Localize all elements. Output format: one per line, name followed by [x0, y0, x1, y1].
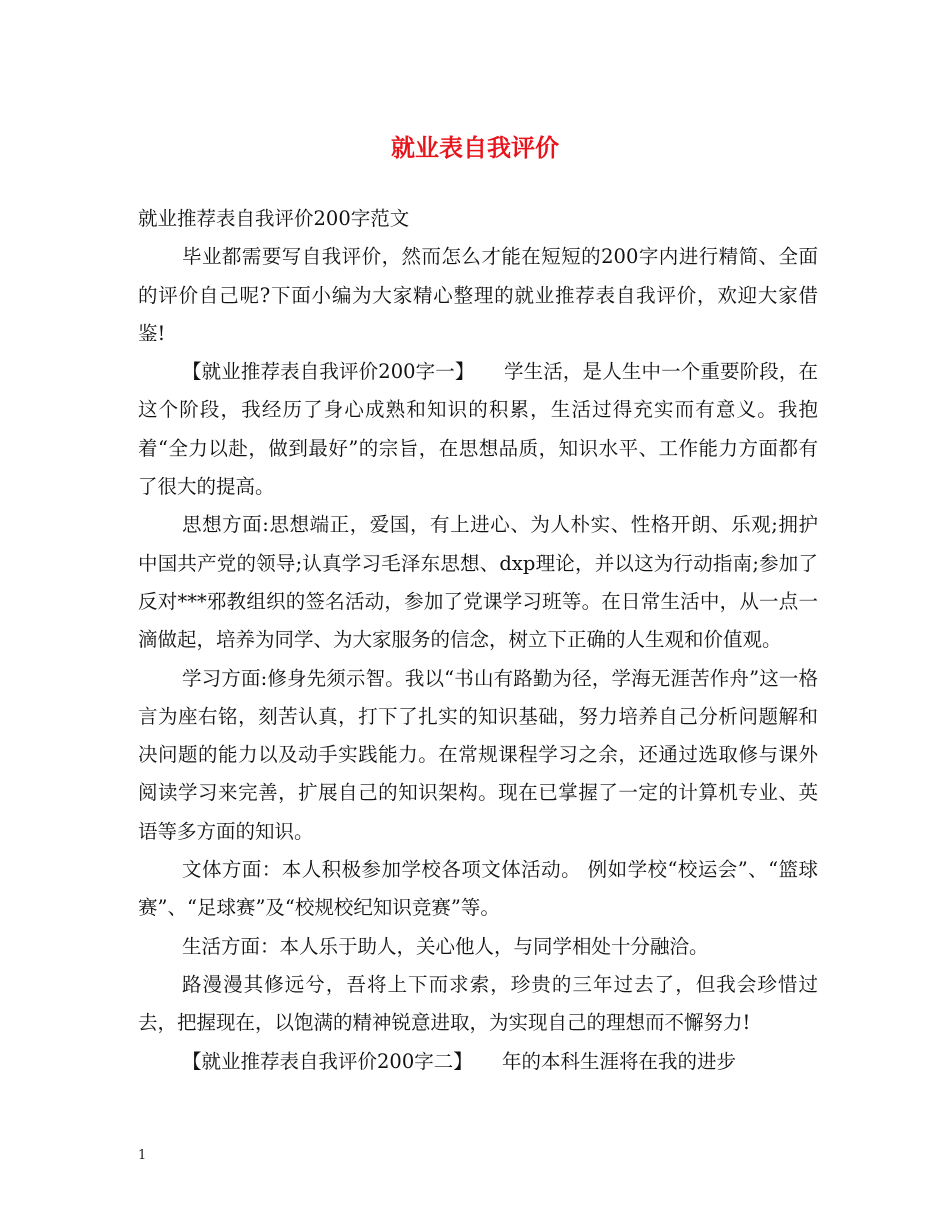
- study-paragraph: 学习方面:修身先须示智。我以“书山有路勤为径，学海无涯苦作舟”这一格言为座右铭，刻苦认真，打下了扎实的知识基础，努力培养自己分析问题解和决问题的能力以及动手实践能力。在常规课程学习之余，还通过选取修与课外阅读学习来完善，扩展自己的知识架构。现在已掌握了一定的计算机专业、英语等多方面的知识。: [138, 666, 818, 843]
- page-number: 1: [138, 1148, 147, 1163]
- essay-one-paragraph: 【就业推荐表自我评价200字一】 学生活，是人生中一个重要阶段，在这个阶段，我经历了身心成熟和知识的积累，生活过得充实而有意义。我抱着“全力以赴，做到最好”的宗旨，在思想品质，知识水平、工作能力方面都有了很大的提高。: [138, 360, 818, 499]
- essay-two-paragraph: 【就业推荐表自我评价200字二】 年的本科生涯将在我的进步: [182, 1049, 736, 1073]
- thought-paragraph: 思想方面:思想端正，爱国，有上进心、为人朴实、性格开朗、乐观;拥护中国共产党的领导;认真学习毛泽东思想、dxp理论，并以这为行动指南;参加了反对***邪教组织的签名活动，参加了党课学习班等。在日常生活中，从一点一滴做起，培养为同学、为大家服务的信念，树立下正确的人生观和价值观。: [138, 513, 818, 652]
- closing-paragraph: 路漫漫其修远兮，吾将上下而求索，珍贵的三年过去了，但我会珍惜过去，把握现在，以饱满的精神锐意进取，为实现自己的理想而不懈努力!: [138, 972, 818, 1035]
- document-title: 就业表自我评价: [391, 133, 559, 162]
- life-paragraph: 生活方面：本人乐于助人，关心他人，与同学相处十分融洽。: [182, 934, 709, 958]
- document-body: [138, 200, 818, 1081]
- sports-paragraph: 文体方面：本人积极参加学校各项文体活动。 例如学校“校运会”、“篮球赛”、“足球赛”及“校规校纪知识竞赛”等。: [138, 858, 818, 920]
- subtitle-paragraph: 就业推荐表自我评价200字范文: [138, 207, 410, 230]
- intro-paragraph: 毕业都需要写自我评价，然而怎么才能在短短的200字内进行精简、全面的评价自己呢?下面小编为大家精心整理的就业推荐表自我评价，欢迎大家借鉴!: [138, 245, 818, 345]
